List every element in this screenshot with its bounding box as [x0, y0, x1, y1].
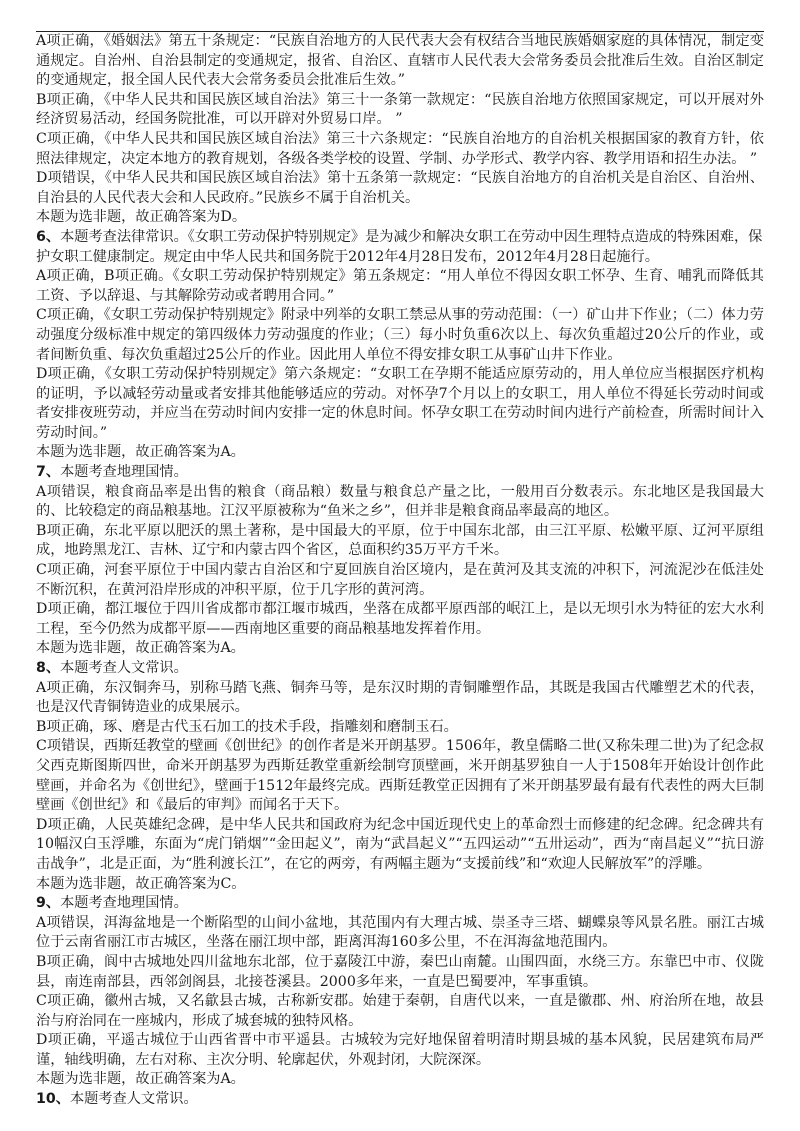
q6-option-c: C项正确，《女职工劳动保护特别规定》附录中列举的女职工禁忌从事的劳动范围：（一）矿山井下作业；（二）体力劳动强度分级标准中规定的第四级体力劳动强度的作业；（三）每小时负重6次以上、每次负重超过20公斤的作业，或者间断负重、每次负重超过25公斤的作业。因此用人单位不得安排女职工从事矿山井下作业。 — [36, 307, 764, 363]
q7-option-d: D项正确，都江堰位于四川省成都市都江堰市城西，坐落在成都平原西部的岷江上，是以无坝引水为特征的宏大水利工程，至今仍然为成都平原——西南地区重要的商品粮基地发挥着作用。 — [36, 601, 764, 637]
q7-heading-text: 本题考查地理国情。 — [60, 464, 188, 481]
q8-number: 8、 — [36, 660, 61, 676]
q9-option-b: B项正确，阆中古城地处四川盆地东北部，位于嘉陵江中游，秦巴山南麓。山围四面，水绕三方。东靠巴中市、仪陇县，南连南部县，西邻剑阁县，北接苍溪县。2000多年来，一直是巴蜀要冲，军事重镇。 — [36, 953, 764, 990]
q6-heading — [36, 228, 764, 267]
q7-number: 7、 — [36, 464, 61, 481]
q9-heading — [36, 894, 764, 914]
q5-option-a: A项正确，《婚姻法》第五十条规定：“民族自治地方的人民代表大会有权结合当地民族婚姻家庭的具体情况，制定变通规定。自治州、自治县制定的变通规定，报省、自治区、直辖市人民代表大会常务委员会批准后生效。自治区制定的变通规定，报全国人民代表大会常务委员会批准后生效。” — [36, 33, 764, 89]
q8-heading-text: 本题考查人文常识。 — [60, 660, 188, 676]
q9-number: 9、 — [36, 895, 61, 912]
q7-option-a: A项错误，粮食商品率是出售的粮食（商品粮）数量与粮食总产量之比，一般用百分数表示。东北地区是我国最大的、比较稳定的商品粮基地。江汉平原被称为“鱼米之乡”，但并非是粮食商品率最高的地区。 — [36, 483, 764, 520]
q10-heading-text: 本题考查人文常识。 — [69, 1091, 198, 1108]
q6-option-ab: A项正确，B项正确。《女职工劳动保护特别规定》第五条规定：“用人单位不得因女职工怀孕、生育、哺乳而降低其工资、予以辞退、与其解除劳动或者聘用合同。” — [36, 268, 764, 304]
q9-option-d: D项正确，平遥古城位于山西省晋中市平遥县。古城较为完好地保留着明清时期县城的基本风貌，民居建筑布局严谨，轴线明确，左右对称、主次分明、轮廓起伏，外观封闭，大院深深。 — [36, 1032, 764, 1068]
q6-answer: 本题为选非题，故正确答案为A。 — [36, 444, 245, 461]
q8-option-d: D项正确，人民英雄纪念碑，是中华人民共和国政府为纪念中国近现代史上的革命烈士而修建的纪念碑。纪念碑共有10幅汉白玉浮雕，东面为“虎门销烟”“金田起义”，南为“武昌起义”“五四运动”“五卅运动”，西为“南昌起义”“抗日游击战争”，北是正面，为“胜利渡长江”，在它的两旁，有两幅主题为“支援前线”和“欢迎人民解放军”的浮雕。 — [36, 816, 764, 872]
q8-heading — [36, 659, 764, 679]
q9-option-c: C项正确，徽州古城，又名歙县古城，古称新安郡。始建于秦朝，自唐代以来，一直是徽郡、州、府治所在地，故县治与府治同在一座城内，形成了城套城的独特风格。 — [36, 993, 764, 1029]
q9-heading-text: 本题考查地理国情。 — [60, 895, 188, 912]
document-page — [36, 32, 764, 1110]
q9-answer: 本题为选非题，故正确答案为A。 — [36, 1071, 245, 1088]
q6-number: 6、 — [36, 228, 61, 245]
q10-heading — [36, 1090, 764, 1110]
q5-option-d: D项错误，《中华人民共和国民族区域自治法》第十五条第一款规定：“民族自治地方的自治机关是自治区、自治州、自治县的人民代表大会和人民政府。”民族乡不属于自治机关。 — [36, 170, 764, 206]
q5-option-b: B项正确，《中华人民共和国民族区域自治法》第三十一条第一款规定：“民族自治地方依照国家规定，可以开展对外经济贸易活动，经国务院批准，可以开辟对外贸易口岸。 ” — [36, 91, 764, 128]
q7-option-c: C项正确，河套平原位于中国内蒙古自治区和宁夏回族自治区境内，是在黄河及其支流的冲积下，河流泥沙在低洼处不断沉积，在黄河沿岸形成的冲积平原，位于几字形的黄河湾。 — [36, 562, 764, 598]
q7-answer: 本题为选非题，故正确答案为A。 — [36, 640, 245, 657]
q8-answer: 本题为选非题，故正确答案为C。 — [36, 875, 246, 892]
q7-heading — [36, 463, 764, 483]
q8-option-a: A项正确，东汉铜奔马，别称马踏飞燕、铜奔马等，是东汉时期的青铜雕塑作品，其既是我国古代雕塑艺术的代表，也是汉代青铜铸造业的成果展示。 — [36, 679, 764, 716]
q8-option-c: C项错误，西斯廷教堂的壁画《创世纪》的创作者是米开朗基罗。1506年，教皇儒略二世(又称朱理二世)为了纪念叔父西克斯图斯四世，命米开朗基罗为西斯廷教堂重新绘制穹顶壁画，米开朗基罗独自一人于1508年开始设计创作此壁画，并命名为《创世纪》，壁画于1512年最终完成。西斯廷教堂正因拥有了米开朗基罗最有最有代表性的两大巨制壁画《创世纪》和《最后的审判》而闻名于天下。 — [36, 738, 764, 814]
q6-option-d: D项正确，《女职工劳动保护特别规定》第六条规定：“女职工在孕期不能适应原劳动的，用人单位应当根据医疗机构的证明，予以减轻劳动量或者安排其他能够适应的劳动。对怀孕7个月以上的女职工，用人单位不得延长劳动时间或者安排夜班劳动，并应当在劳动时间内安排一定的休息时间。怀孕女职工在劳动时间内进行产前检查，所需时间计入劳动时间。” — [36, 366, 764, 441]
q9-option-a: A项错误，洱海盆地是一个断陷型的山间小盆地，其范围内有大理古城、崇圣寺三塔、蝴蝶泉等风景名胜。丽江古城位于云南省丽江市古城区，坐落在丽江坝中部，距离洱海160多公里，不在洱海盆地范围内。 — [36, 914, 764, 951]
q6-heading-text: 本题考查法律常识。 — [60, 228, 188, 245]
q5-answer: 本题为选非题，故正确答案为D。 — [36, 209, 247, 226]
q10-number: 10、 — [36, 1091, 70, 1108]
q5-option-c: C项正确，《中华人民共和国民族区域自治法》第三十六条规定：“民族自治地方的自治机关根据国家的教育方针，依照法律规定，决定本地方的教育规划，各级各类学校的设置、学制、办学形式、教学内容、教学用语和招生办法。 ” — [36, 130, 764, 167]
q7-option-b: B项正确，东北平原以肥沃的黑土著称，是中国最大的平原，位于中国东北部，由三江平原、松嫩平原、辽河平原组成，地跨黑龙江、吉林、辽宁和内蒙古四个省区，总面积约35万平方千米。 — [36, 522, 764, 559]
q8-option-b: B项正确，琢、磨是古代玉石加工的技术手段，指雕刻和磨制玉石。 — [36, 718, 458, 735]
q6-intro: 《女职工劳动保护特别规定》是为减少和解决女职工在劳动中因生理特点造成的特殊困难，保护女职工健康制定。规定由中华人民共和国务院于2012年4月28日发布，2012年4月28日起施行。 — [36, 228, 763, 265]
